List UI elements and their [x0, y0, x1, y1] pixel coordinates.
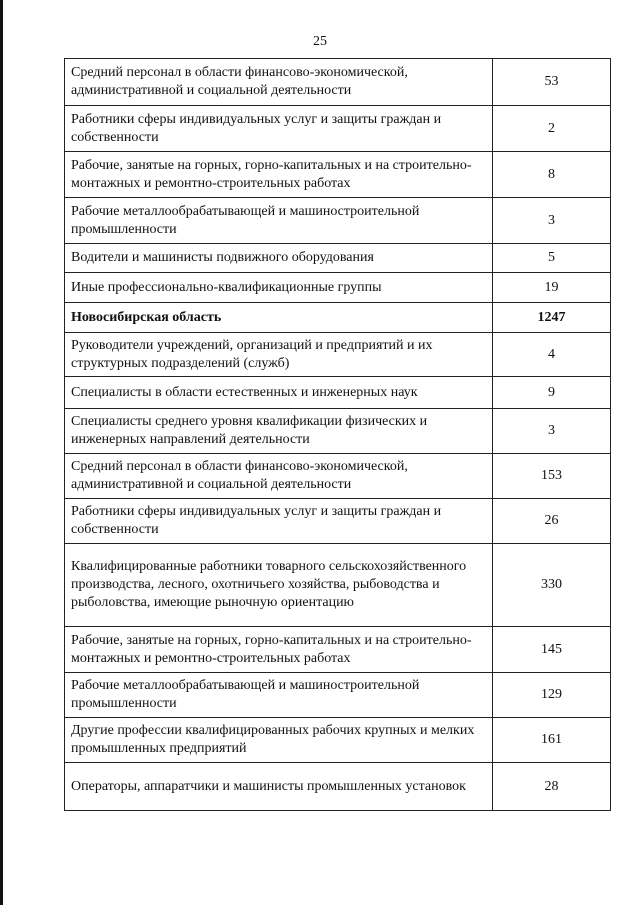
- occupation-count: 161: [493, 718, 611, 763]
- table-row: [65, 544, 611, 627]
- occupation-table: [64, 58, 611, 811]
- table-row: [65, 106, 611, 152]
- occupation-group-name: Рабочие, занятые на горных, горно-капитальных и на строительно-монтажных и ремонтно-строительных работах: [65, 627, 493, 673]
- occupation-count: 26: [493, 499, 611, 544]
- table-row: [65, 333, 611, 377]
- table-row: [65, 763, 611, 811]
- occupation-group-name: Квалифицированные работники товарного сельскохозяйственного производства, лесного, охотничьего хозяйства, рыбоводства и рыболовства, имеющие рыночную ориентацию: [65, 544, 493, 627]
- page-left-border: [0, 0, 3, 905]
- occupation-count: 8: [493, 152, 611, 198]
- occupation-count: 330: [493, 544, 611, 627]
- occupation-group-name: Специалисты среднего уровня квалификации физических и инженерных направлений деятельности: [65, 409, 493, 454]
- occupation-count: 3: [493, 409, 611, 454]
- region-name: Новосибирская область: [65, 303, 493, 333]
- table-row: [65, 673, 611, 718]
- table-row: [65, 152, 611, 198]
- occupation-count: 19: [493, 273, 611, 303]
- occupation-group-name: Работники сферы индивидуальных услуг и защиты граждан и собственности: [65, 106, 493, 152]
- occupation-count: 9: [493, 377, 611, 409]
- occupation-count: 129: [493, 673, 611, 718]
- page-number: 25: [313, 34, 327, 49]
- occupation-group-name: Рабочие, занятые на горных, горно-капитальных и на строительно-монтажных и ремонтно-строительных работах: [65, 152, 493, 198]
- region-row: [65, 303, 611, 333]
- occupation-group-name: Иные профессионально-квалификационные группы: [65, 273, 493, 303]
- occupation-count: 28: [493, 763, 611, 811]
- occupation-group-name: Другие профессии квалифицированных рабочих крупных и мелких промышленных предприятий: [65, 718, 493, 763]
- occupation-group-name: Водители и машинисты подвижного оборудования: [65, 244, 493, 273]
- table-row: [65, 273, 611, 303]
- occupation-count: 3: [493, 198, 611, 244]
- table-row: [65, 377, 611, 409]
- occupation-group-name: Специалисты в области естественных и инженерных наук: [65, 377, 493, 409]
- occupation-group-name: Работники сферы индивидуальных услуг и защиты граждан и собственности: [65, 499, 493, 544]
- table-row: [65, 499, 611, 544]
- occupation-count: 53: [493, 59, 611, 106]
- occupation-count: 153: [493, 454, 611, 499]
- table-row: [65, 198, 611, 244]
- table-row: [65, 59, 611, 106]
- table-row: [65, 718, 611, 763]
- occupation-group-name: Рабочие металлообрабатывающей и машиностроительной промышленности: [65, 198, 493, 244]
- region-total: 1247: [493, 303, 611, 333]
- occupation-table-body: [65, 59, 611, 811]
- table-row: [65, 627, 611, 673]
- occupation-count: 145: [493, 627, 611, 673]
- table-row: [65, 454, 611, 499]
- table-row: [65, 409, 611, 454]
- occupation-group-name: Рабочие металлообрабатывающей и машиностроительной промышленности: [65, 673, 493, 718]
- occupation-group-name: Средний персонал в области финансово-экономической, административной и социальной деятельности: [65, 454, 493, 499]
- occupation-count: 4: [493, 333, 611, 377]
- occupation-group-name: Операторы, аппаратчики и машинисты промышленных установок: [65, 763, 493, 811]
- occupation-count: 2: [493, 106, 611, 152]
- occupation-group-name: Руководители учреждений, организаций и предприятий и их структурных подразделений (служб): [65, 333, 493, 377]
- occupation-group-name: Средний персонал в области финансово-экономической, административной и социальной деятельности: [65, 59, 493, 106]
- occupation-count: 5: [493, 244, 611, 273]
- table-row: [65, 244, 611, 273]
